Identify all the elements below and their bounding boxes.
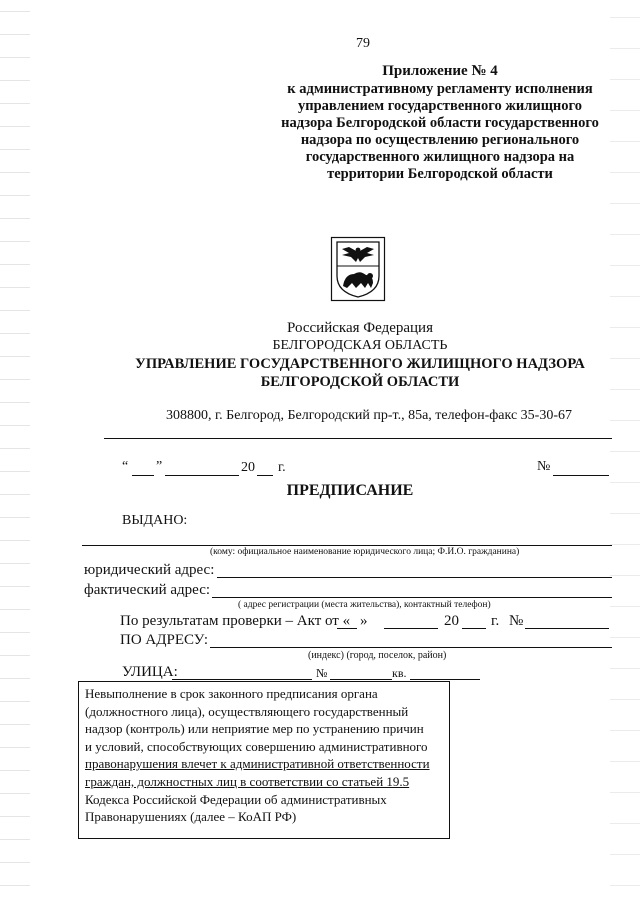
inspection-year-field[interactable] xyxy=(462,628,486,629)
appendix-title: Приложение № 4 xyxy=(382,63,498,79)
street-field[interactable] xyxy=(172,679,312,680)
region-name: БЕЛГОРОДСКАЯ ОБЛАСТЬ xyxy=(272,338,448,353)
street-label: УЛИЦА: xyxy=(122,664,178,680)
date-year-suffix: г. xyxy=(278,460,286,475)
header-divider xyxy=(104,438,612,439)
legal-address-label: юридический адрес: xyxy=(84,562,215,578)
document-title: ПРЕДПИСАНИЕ xyxy=(286,482,414,499)
notice-line: граждан, должностных лиц в соответствии со статьей 19.5 xyxy=(85,773,410,789)
document-number-field[interactable] xyxy=(553,475,609,476)
inspection-month-field[interactable] xyxy=(384,628,438,629)
house-number-label: № xyxy=(316,666,328,680)
appendix-line: государственного жилищного надзора на xyxy=(305,149,575,165)
date-year-prefix: 20 xyxy=(241,460,255,475)
appendix-line: надзора по осуществлению регионального xyxy=(300,132,580,148)
at-address-field[interactable] xyxy=(210,647,612,648)
issued-to-field[interactable] xyxy=(82,545,612,546)
at-address-label: ПО АДРЕСУ: xyxy=(120,632,209,648)
country-name: Российская Федерация xyxy=(287,320,433,336)
appendix-line: к административному регламенту исполнения xyxy=(287,81,593,97)
coat-of-arms-emblem xyxy=(330,236,386,302)
actual-address-label: фактический адрес: xyxy=(84,582,211,598)
notice-line: Правонарушениях (далее – КоАП РФ) xyxy=(85,809,297,825)
date-year-field[interactable] xyxy=(257,475,273,476)
notice-line: (должностного лица), осуществляющего государственный xyxy=(85,703,409,719)
notice-line: надзор (контроль) или неприятие мер по устранению причин xyxy=(85,721,424,737)
actual-address-field[interactable] xyxy=(212,597,612,598)
apartment-field[interactable] xyxy=(410,679,480,680)
legal-address-field[interactable] xyxy=(217,577,612,578)
notice-line: и условий, способствующих совершению административного xyxy=(85,738,428,754)
inspection-number-field[interactable] xyxy=(525,628,609,629)
page-number: 79 xyxy=(356,36,370,51)
inspection-year-suffix: г. xyxy=(491,613,500,629)
inspection-close-quote: » xyxy=(360,613,368,629)
inspection-number-label: № xyxy=(509,613,524,629)
document-number-label: № xyxy=(537,459,551,474)
date-close-quote: ” xyxy=(156,459,163,474)
date-day-field[interactable] xyxy=(132,475,154,476)
address-hint: ( адрес регистрации (места жительства), контактный телефон) xyxy=(238,600,491,610)
date-open-quote: “ xyxy=(122,459,129,474)
inspection-day-field[interactable] xyxy=(337,628,357,629)
notice-line: правонарушения влечет к административной ответственности xyxy=(85,756,430,772)
scan-noise-left xyxy=(0,0,30,905)
appendix-line: территории Белгородской области xyxy=(327,166,553,182)
date-month-field[interactable] xyxy=(165,475,239,476)
notice-line: Кодекса Российской Федерации об административных xyxy=(85,791,387,807)
issued-label: ВЫДАНО: xyxy=(122,513,188,528)
inspection-year-prefix: 20 xyxy=(444,613,459,629)
notice-line: Невыполнение в срок законного предписания органа xyxy=(85,686,378,701)
house-number-field[interactable] xyxy=(330,679,392,680)
organization-name-line2: БЕЛГОРОДСКОЙ ОБЛАСТИ xyxy=(260,374,460,390)
apartment-label: кв. xyxy=(392,666,407,680)
organization-name-line1: УПРАВЛЕНИЕ ГОСУДАРСТВЕННОГО ЖИЛИЩНОГО НАДЗОРА xyxy=(135,356,585,372)
appendix-line: надзора Белгородской области государственного xyxy=(281,115,599,131)
inspection-act-text: По результатам проверки – Акт от « xyxy=(120,613,351,629)
legal-notice-box xyxy=(78,681,450,839)
organization-address: 308800, г. Белгород, Белгородский пр-т., 85а, телефон-факс 35-30-67 xyxy=(166,408,573,423)
at-address-hint: (индекс) (город, поселок, район) xyxy=(308,650,447,661)
issued-hint: (кому: официальное наименование юридического лица; Ф.И.О. гражданина) xyxy=(210,547,520,557)
appendix-line: управлением государственного жилищного xyxy=(297,98,583,114)
